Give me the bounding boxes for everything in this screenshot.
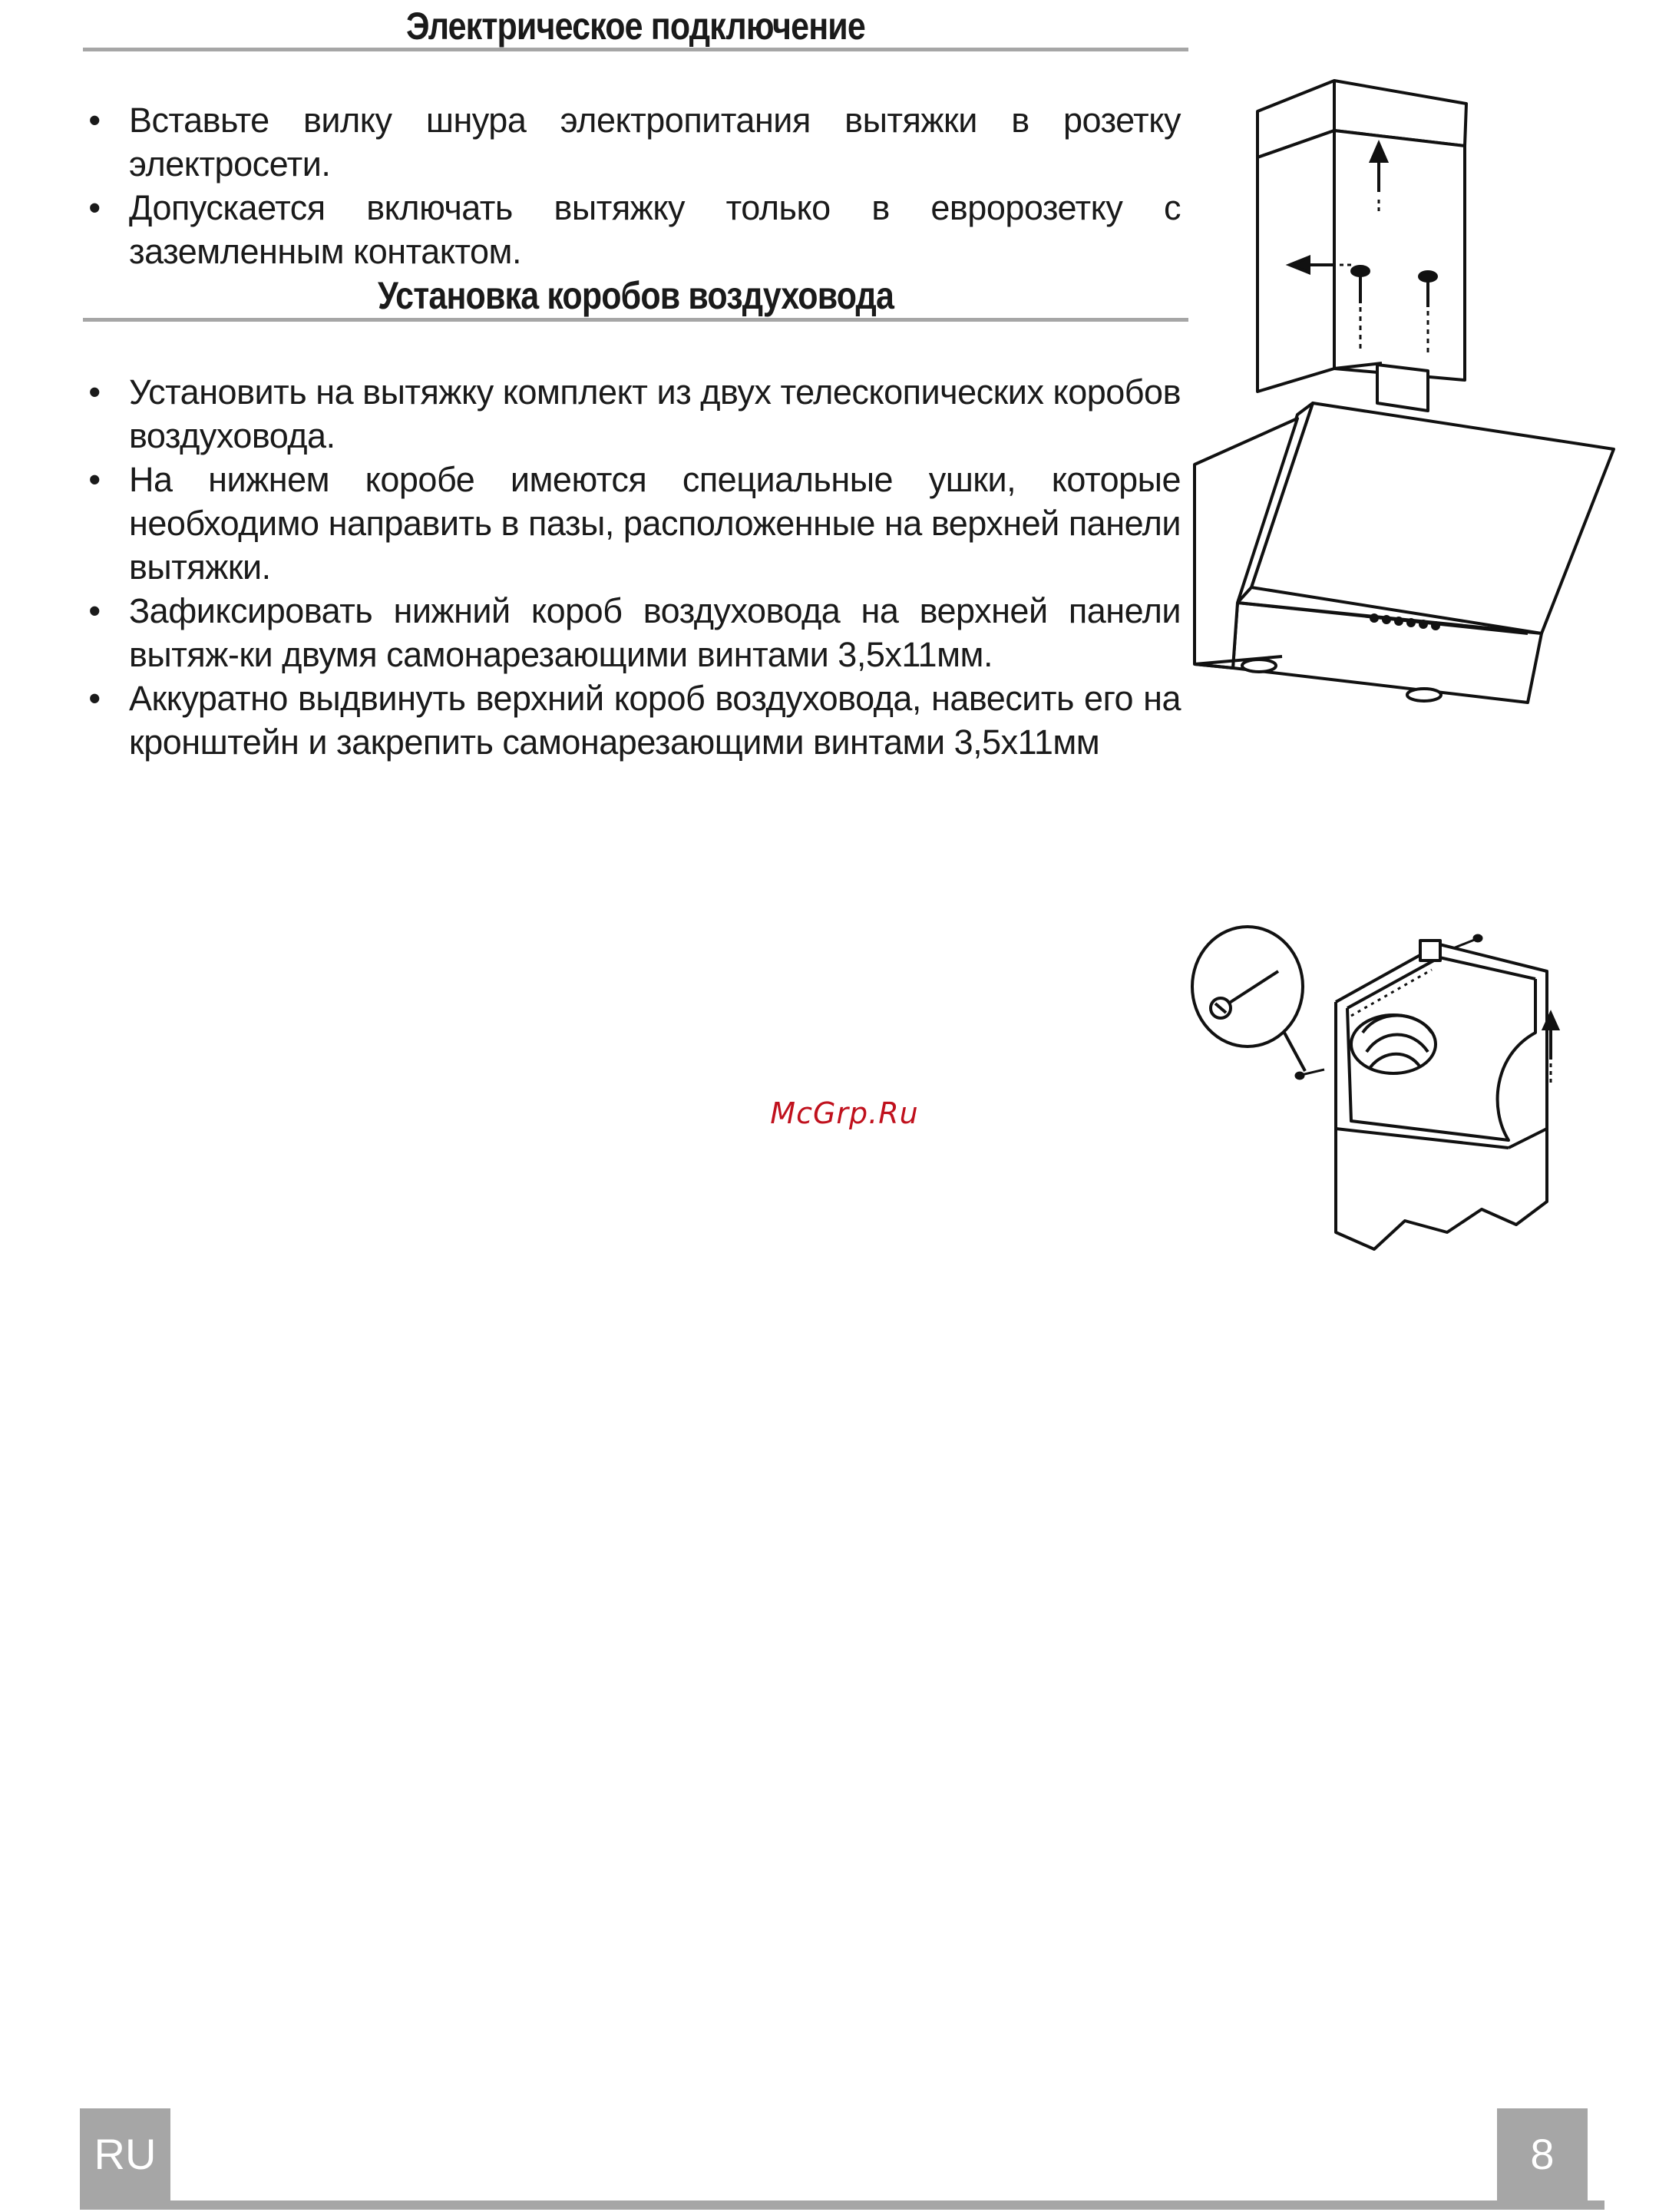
language-badge: RU — [80, 2108, 170, 2200]
bullet-list-duct-install — [83, 370, 1181, 764]
duct-bracket-detail-illustration — [1186, 918, 1570, 1248]
list-item: • На нижнем коробе имеются специальные ушки, которые необходимо направить в пазы, расположенные на верхней панели вытяжки. — [88, 460, 1181, 587]
footer-divider — [80, 2200, 1604, 2210]
list-item: • Вставьте вилку шнура электропитания вытяжки в розетку электросети. — [88, 101, 1181, 184]
list-item: • Допускается включать вытяжку только в евророзетку с заземленным контактом. — [88, 188, 1181, 271]
list-item: • Зафиксировать нижний короб воздуховода на верхней панели вытяж-ки двумя самонарезающими винтами 3,5х11мм. — [88, 591, 1181, 674]
section-divider — [83, 318, 1188, 322]
list-item: • Аккуратно выдвинуть верхний короб воздуховода, навесить его на кронштейн и закрепить самонарезающими винтами 3,5х11мм — [88, 679, 1181, 762]
hood-duct-illustration — [1190, 73, 1620, 718]
bullet-list-electrical — [83, 98, 1181, 273]
section-divider — [83, 48, 1188, 51]
section-title-duct-install: Установка коробов воздуховода — [377, 274, 894, 317]
page-number: 8 — [1497, 2108, 1588, 2200]
list-item: • Установить на вытяжку комплект из двух телескопических коробов воздуховода. — [88, 372, 1181, 455]
section-title-electrical: Электрическое подключение — [406, 5, 865, 48]
watermark-text: McGrp.Ru — [770, 1096, 919, 1130]
